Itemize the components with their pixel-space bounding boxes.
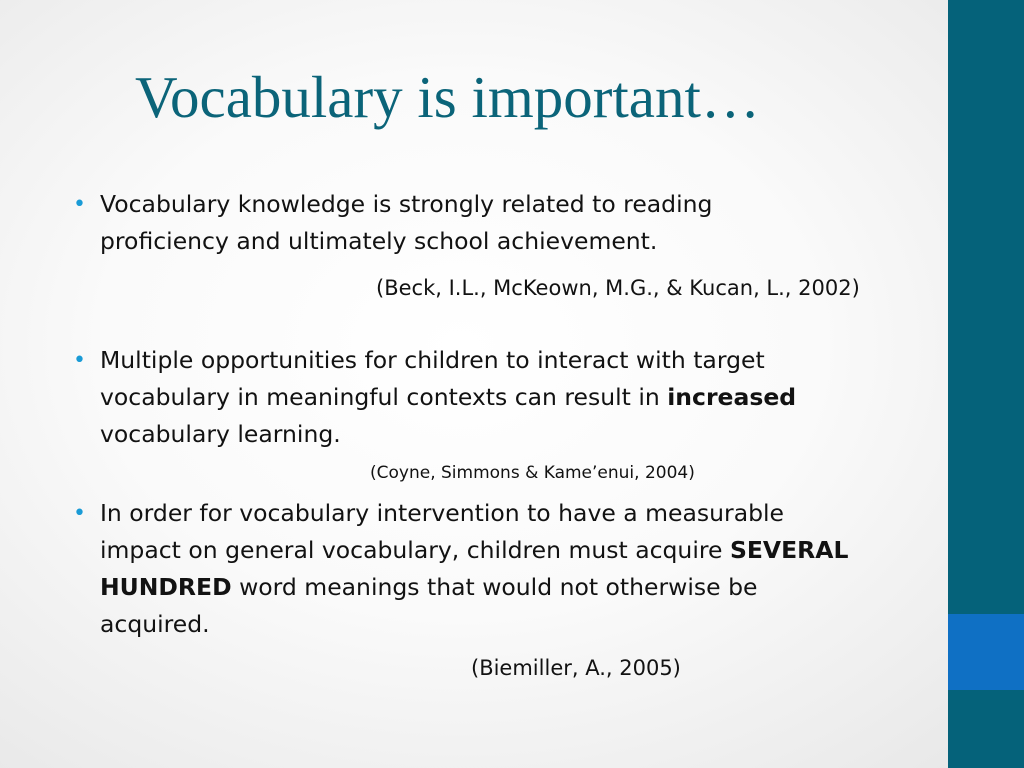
bullet-3-line-4: acquired.	[100, 610, 210, 638]
bullet-item-3	[73, 495, 900, 643]
citation-3: (Biemiller, A., 2005)	[471, 656, 681, 680]
bullet-3-line-3	[100, 569, 900, 606]
bullet-item-1	[73, 186, 900, 260]
bullet-3-emphasis-1: SEVERAL	[729, 536, 849, 564]
bullet-3-line-2	[100, 532, 900, 569]
bullet-3-line-2-text: impact on general vocabulary, children must acquire	[100, 536, 730, 564]
bullet-2-line-3: vocabulary learning.	[100, 420, 341, 448]
slide-title: Vocabulary is important…	[135, 64, 760, 130]
bullet-dot: •	[73, 501, 86, 526]
bullet-dot: •	[73, 192, 86, 217]
bullet-item-2	[73, 342, 900, 453]
side-accent-block	[948, 614, 1024, 690]
bullet-2-line-1: Multiple opportunities for children to interact with target	[100, 346, 765, 374]
bullet-2-line-2-text: vocabulary in meaningful contexts can result in	[100, 383, 668, 411]
citation-1: (Beck, I.L., McKeown, M.G., & Kucan, L., 2002)	[376, 276, 860, 300]
bullet-2-emphasis: increased	[667, 383, 797, 411]
bullet-dot: •	[73, 348, 86, 373]
bullet-2-line-2	[100, 379, 900, 416]
bullet-3-emphasis-2: HUNDRED	[100, 573, 232, 601]
bullet-1-line-1: Vocabulary knowledge is strongly related to reading	[100, 190, 713, 218]
bullet-1-line-2: proficiency and ultimately school achievement.	[100, 227, 658, 255]
bullet-3-line-3-text: word meanings that would not otherwise be	[231, 573, 758, 601]
bullet-3-line-1: In order for vocabulary intervention to have a measurable	[100, 499, 785, 527]
citation-2: (Coyne, Simmons & Kame’enui, 2004)	[370, 463, 695, 483]
